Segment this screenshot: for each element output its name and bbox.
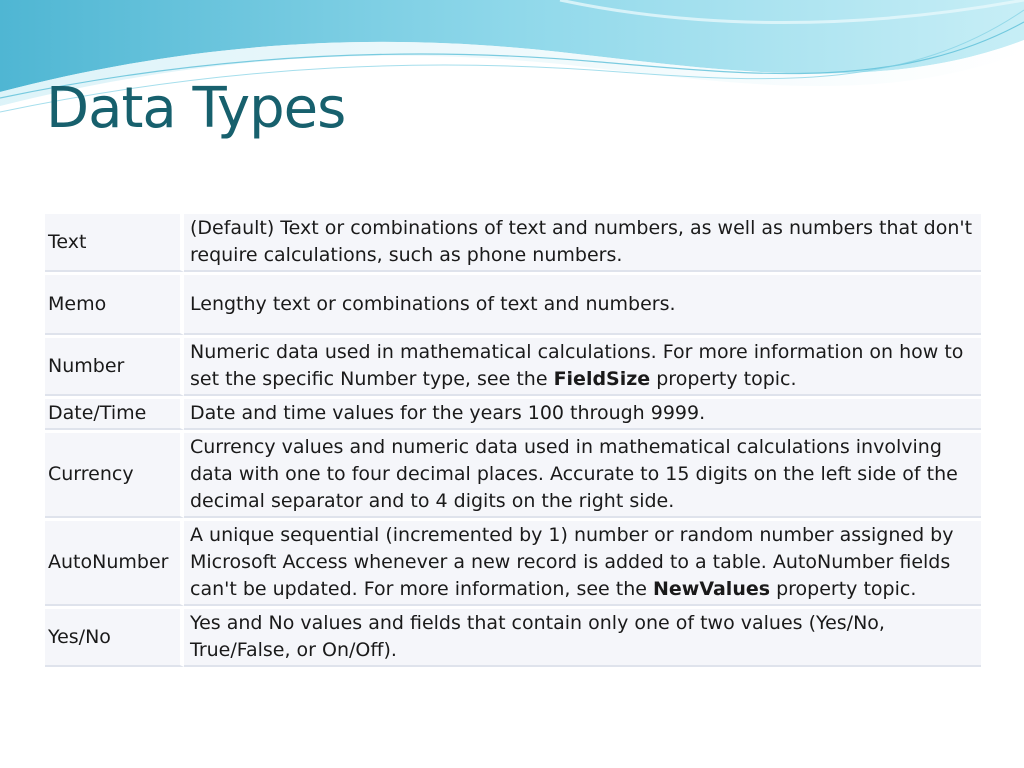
description-cell: Date and time values for the years 100 through 9999. [184, 399, 981, 430]
type-cell: Date/Time [45, 399, 184, 430]
description-cell: Lengthy text or combinations of text and numbers. [184, 275, 981, 335]
description-cell: (Default) Text or combinations of text and numbers, as well as numbers that don't require calculations, such as phone numbers. [184, 214, 981, 272]
type-cell: Currency [45, 433, 184, 518]
description-text: Numeric data used in mathematical calculations. For more information on how to set the specific Number type, see the [190, 341, 964, 390]
type-cell: Number [45, 338, 184, 396]
type-cell: Text [45, 214, 184, 272]
description-cell: Currency values and numeric data used in mathematical calculations involving data with one to four decimal places. Accurate to 15 digits on the left side of the decimal separator and to 4 digits on the right side. [184, 433, 981, 518]
table-row [45, 275, 981, 335]
description-text: property topic. [650, 368, 797, 390]
type-cell: Yes/No [45, 609, 184, 667]
description-text: property topic. [770, 578, 917, 600]
data-types-table [45, 211, 981, 670]
description-text: A unique sequential (incremented by 1) number or random number assigned by Microsoft Access whenever a new record is added to a table. AutoNumber fields can't be updated. For more information, see the [190, 524, 954, 600]
slide-title: Data Types [46, 76, 346, 141]
table-row [45, 338, 981, 396]
table-row [45, 609, 981, 667]
property-name: FieldSize [553, 368, 651, 390]
description-cell [184, 338, 981, 396]
table-row [45, 214, 981, 272]
type-cell: AutoNumber [45, 521, 184, 606]
property-name: NewValues [652, 578, 771, 600]
description-cell: Yes and No values and fields that contain only one of two values (Yes/No, True/False, or On/Off). [184, 609, 981, 667]
table-row [45, 433, 981, 518]
table-row [45, 399, 981, 430]
type-cell: Memo [45, 275, 184, 335]
description-cell [184, 521, 981, 606]
table-row [45, 521, 981, 606]
